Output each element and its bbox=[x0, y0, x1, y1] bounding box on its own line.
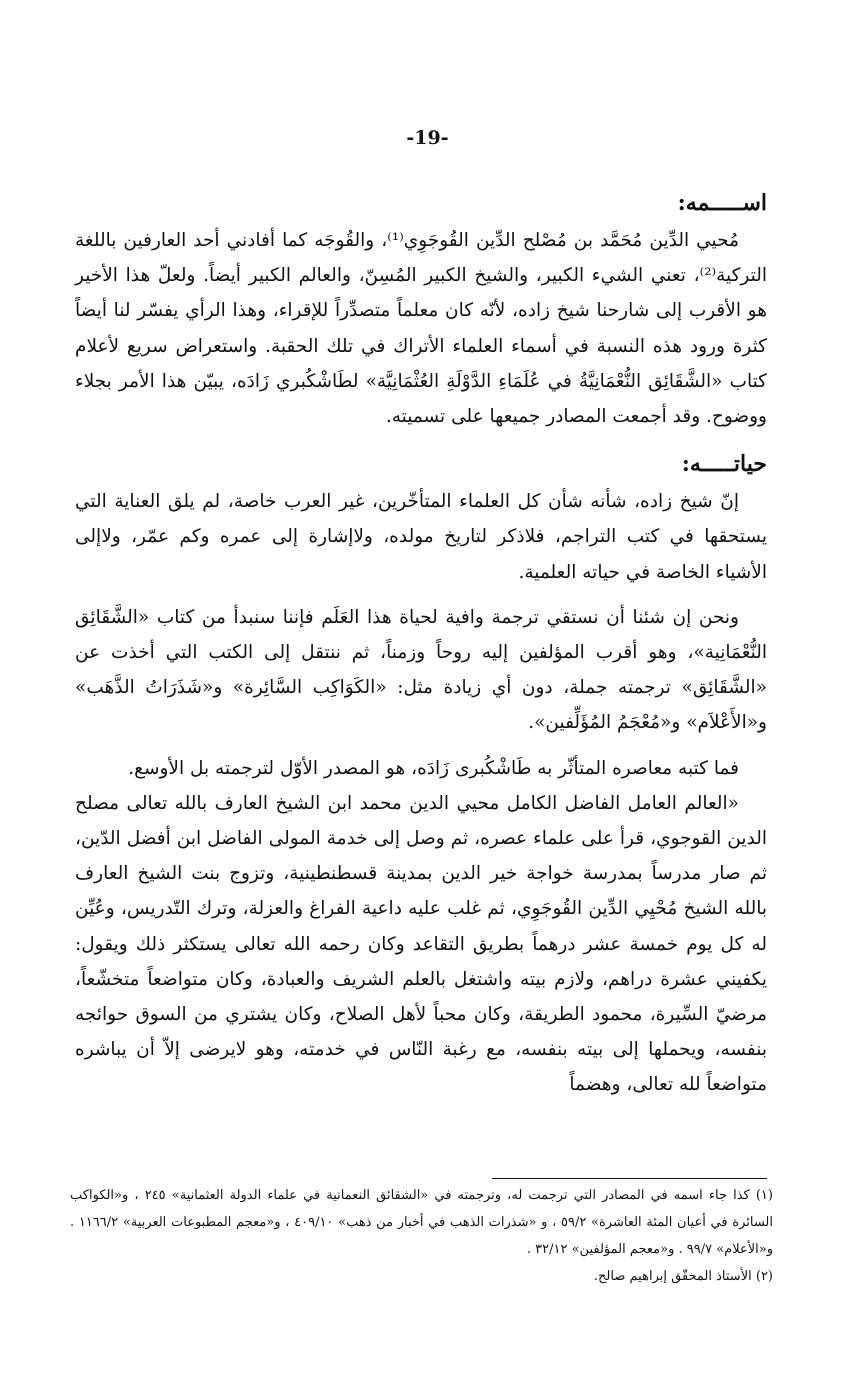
paragraph-quotation: «العالم العامل الفاضل الكامل محيي الدين محمد ابن الشيخ العارف بالله تعالى مصلح الدين القوجوي، قرأ على علماء عصره، ثم وصل إلى خدمة المولى الفاضل ابن أفضل الدّين، ثم صار مدرساً بمدرسة خواجة خير الدين بمدينة قسطنطينية، وتزوج بنت الشيخ العارف بالله الشيخ مُحْيِي الدِّين القُوجَوِي، ثم غلب عليه داعية الفراغ والعزلة، وترك التّدريس، وعُيِّن له كل يوم خمسة عشر درهماً بطريق التقاعد وكان رحمه الله تعالى يستكثر ذلك ويقول: يكفيني عشرة دراهم، ولازم بيته واشتغل بالعلم الشريف والعبادة، وكان متواضعاً متخشّعاً، مرضيّ السِّيرة، محمود الطريقة، وكان محباً لأهل الصلاح، وكان يشتري من السوق حوائجه بنفسه، ويحملها إلى بيته بنفسه، مع رغبة النّاس في خدمته، وهو لايرضى إلاّ أن يباشره متواضعاً لله تعالى، وهضماً bbox=[75, 792, 767, 1096]
footnote-2: (٢) الأستاذ المحقّق إبراهيم صالح. bbox=[593, 1269, 773, 1284]
footnotes bbox=[70, 1182, 773, 1290]
section-heading-life: حياتـــــه: bbox=[681, 451, 767, 478]
section-heading-name: اســـــمه: bbox=[677, 190, 767, 216]
paragraph-contemporary: فما كتبه معاصره المتأثّر به طَاشْكُبرى زَادَه، هو المصدر الأوّل لترجمته بل الأوسع. bbox=[128, 757, 739, 779]
footnote-divider bbox=[492, 1178, 767, 1179]
page-number: -19- bbox=[406, 127, 449, 149]
paragraph-name: مُحيي الدِّين مُحَمَّد بن مُصْلح الدِّين القُوجَوِي⁽¹⁾، والقُوجَه كما أفادني أحد العارفين باللغة التركية⁽²⁾، تعني الشيء الكبير، والشيخ الكبير المُسِنّ، والعالم الكبير أيضاً. ولعلّ هذا الأخير هو الأقرب إلى شارحنا شيخ زاده، لأنّه كان معلماً متصدِّراً للإقراء، وهذا الرأي يفسّر لنا أيضاً كثرة ورود هذه النسبة في أسماء العلماء الأتراك في تلك الحقبة. واستعراض سريع لأعلام كتاب «الشَّقَائِق النُّعْمَانِيَّةُ في عُلَمَاءِ الدَّوْلَةِ العُثْمَانِيَّة» لطَاشْكُبري زَادَه، يبيّن هذا الأمر بجلاء ووضوح. وقد أجمعت المصادر جميعها على تسميته. bbox=[75, 230, 767, 428]
main-text bbox=[75, 183, 767, 1103]
footnote-1: (١) كذا جاء اسمه في المصادر التي ترجمت له، وترجمته في «الشقائق النعمانية في علماء الدولة العثمانية» ٢٤٥ ، و«الكواكب السائرة في أعيان المئة العاشرة» ٥٩/٢ ، و «شذرات الذهب في أخبار من ذهب» ٤٠٩/١٠ ، و«معجم المطبوعات العربية» ١١٦٦/٢ . و«الأعلام» ٩٩/٧ . و«معجم المؤلفين» ٣٢/١٢ . bbox=[70, 1188, 773, 1257]
paragraph-sources: ونحن إن شئنا أن نستقي ترجمة وافية لحياة هذا العَلَم فإننا سنبدأ من كتاب «الشَّقَائِق النُّعْمَانِية»، وهو أقرب المؤلفين إليه روحاً وزمناً، ثم ننتقل إلى الكتب التي أخذت عن «الشَّقَائِق» ترجمته جملة، دون أي زيادة مثل: «الكَوَاكِب السَّائِرة» و«شَذَرَاتُ الذَّهَب» و«الأَعْلاَم» و«مُعْجَمُ المُؤَلِّفين». bbox=[75, 606, 767, 734]
paragraph-life-intro: إنّ شيخ زاده، شأنه شأن كل العلماء المتأخّرين، غير العرب خاصة، لم يلق العناية التي يستحقها في كتب التراجم، فلاذكر لتاريخ مولده، ولاإشارة إلى عمره وكم عمّر، ولاإلى الأشياء الخاصة في حياته العلمية. bbox=[75, 491, 767, 583]
